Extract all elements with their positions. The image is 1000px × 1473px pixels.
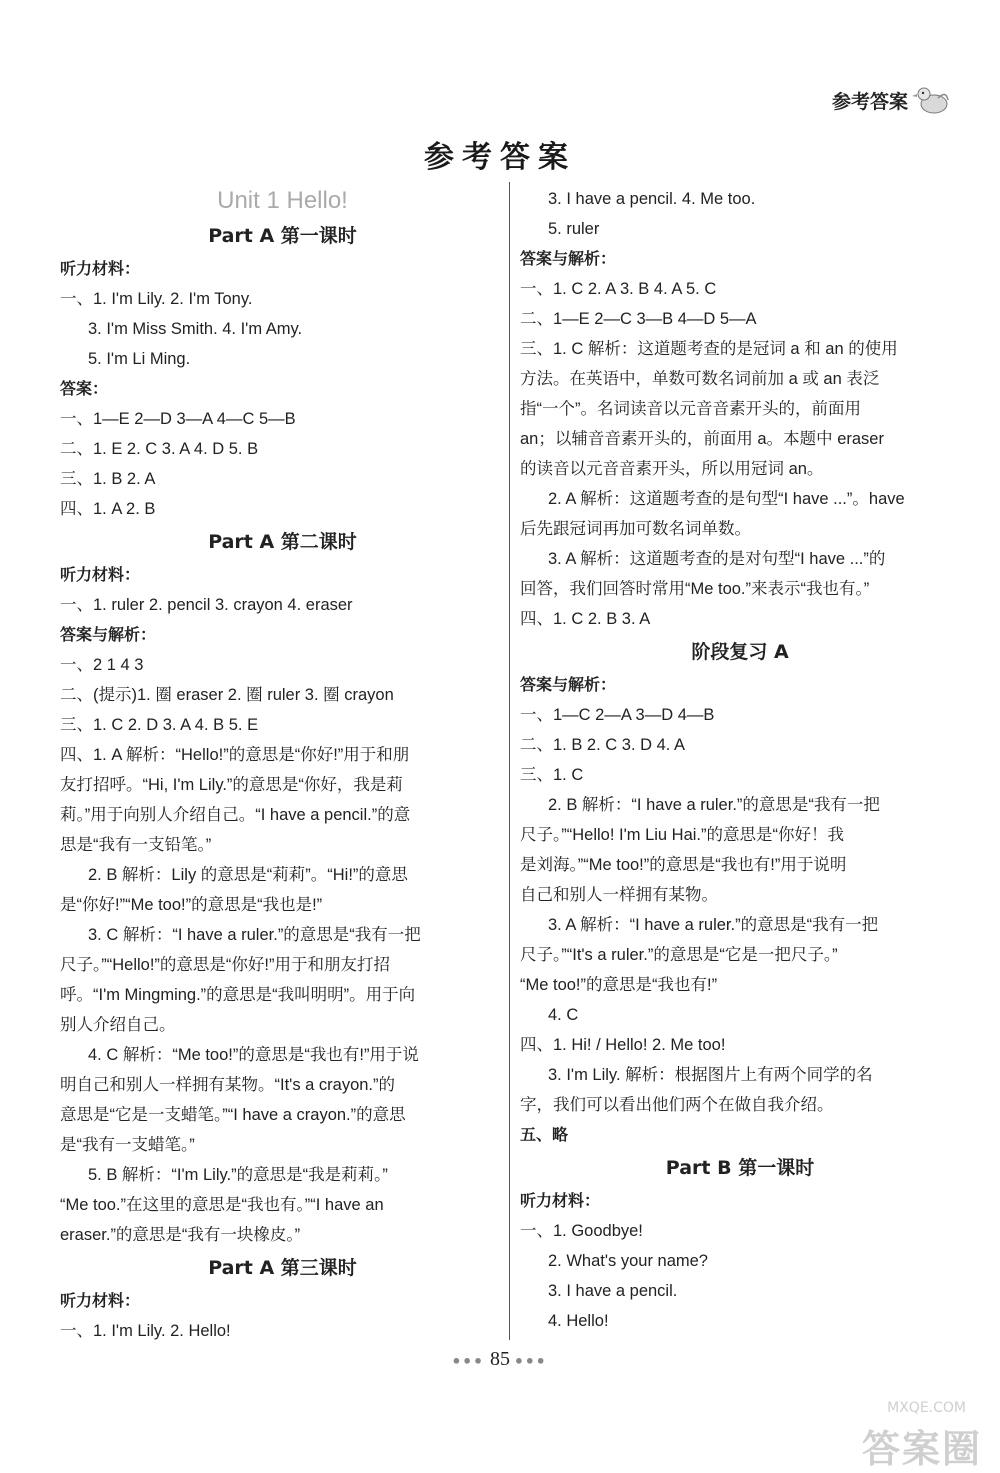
answer-line: 四、1. Hi! / Hello! 2. Me too!	[520, 1036, 726, 1054]
watermark-url: MXQE.COM	[887, 1400, 966, 1416]
answer-line: “Me too.”在这里的意思是“我也有。”“I have an	[60, 1196, 384, 1214]
answer-line: 一、1. I'm Lily. 2. Hello!	[60, 1322, 231, 1340]
answer-line: “Me too!”的意思是“我也有!”	[520, 976, 718, 994]
answer-line: 尺子。”“Hello! I'm Liu Hai.”的意思是“你好！我	[520, 826, 845, 844]
answer-line: 3. I'm Lily. 解析：根据图片上有两个同学的名	[548, 1066, 873, 1084]
answer-line: 4. C 解析：“Me too!”的意思是“我也有!”用于说	[88, 1046, 419, 1064]
answer-line: 三、1. C	[520, 766, 584, 784]
sub-label: 五、略	[520, 1125, 569, 1144]
answer-line: 方法。在英语中，单数可数名词前加 a 或 an 表泛	[520, 370, 880, 388]
answer-line: 2. B 解析：Lily 的意思是“莉莉”。“Hi!”的意思	[88, 866, 408, 884]
answer-line: 5. I'm Li Ming.	[88, 350, 191, 368]
answer-line: 3. C 解析：“I have a ruler.”的意思是“我有一把	[88, 926, 421, 944]
left-column	[60, 184, 505, 1346]
answer-line: 二、1. B 2. C 3. D 4. A	[520, 736, 686, 754]
answer-line: 3. A 解析：“I have a ruler.”的意思是“我有一把	[548, 916, 879, 934]
right-column	[520, 184, 960, 1336]
answer-line: 三、1. C 解析：这道题考查的是冠词 a 和 an 的使用	[520, 340, 898, 358]
dots-decoration-left: ●●●	[452, 1352, 485, 1368]
sub-label: 答案与解析：	[60, 625, 157, 644]
answer-line: 2. B 解析：“I have a ruler.”的意思是“我有一把	[548, 796, 880, 814]
answer-line: 意思是“它是一支蜡笔。”“I have a crayon.”的意思	[60, 1106, 406, 1124]
answer-line: 一、1—C 2—A 3—D 4—B	[520, 706, 715, 724]
answer-line: 自己和别人一样拥有某物。	[520, 886, 718, 904]
sub-label: 听力材料：	[60, 565, 141, 584]
header-label: 参考答案	[831, 90, 908, 113]
answer-line: 莉。”用于向别人介绍自己。“I have a pencil.”的意	[60, 806, 411, 824]
answer-line: 回答，我们回答时常用“Me too.”来表示“我也有。”	[520, 580, 870, 598]
unit-title: Unit 1 Hello!	[217, 187, 348, 214]
running-header	[832, 82, 952, 118]
answer-line: 2. What's your name?	[548, 1252, 708, 1270]
sub-label: 答案与解析：	[520, 675, 617, 694]
answer-line: 一、1. Goodbye!	[520, 1222, 643, 1240]
answer-line: 3. I'm Miss Smith. 4. I'm Amy.	[88, 320, 303, 338]
answer-line: 思是“我有一支铅笔。”	[60, 836, 212, 854]
answer-line: 四、1. A 2. B	[60, 500, 156, 518]
section-heading: Part A 第一课时	[208, 225, 357, 247]
answer-line: 后先跟冠词再加可数名词单数。	[520, 520, 751, 538]
answer-line: 三、1. B 2. A	[60, 470, 156, 488]
section-heading: Part B 第一课时	[665, 1157, 815, 1179]
answer-line: 是刘海。”“Me too!”的意思是“我也有!”用于说明	[520, 856, 847, 874]
answer-line: 一、2 1 4 3	[60, 656, 144, 674]
answer-line: 是“我有一支蜡笔。”	[60, 1136, 195, 1154]
answer-line: 二、(提示)1. 圈 eraser 2. 圈 ruler 3. 圈 crayon	[60, 686, 394, 704]
answer-line: 5. ruler	[548, 220, 600, 238]
sub-label: 听力材料：	[60, 1291, 141, 1310]
answer-line: 一、1. C 2. A 3. B 4. A 5. C	[520, 280, 717, 298]
answer-line: 一、1. ruler 2. pencil 3. crayon 4. eraser	[60, 596, 353, 614]
answer-line: 二、1—E 2—C 3—B 4—D 5—A	[520, 310, 757, 328]
answer-line: 2. A 解析：这道题考查的是句型“I have ...”。have	[548, 490, 905, 508]
answer-line: 一、1—E 2—D 3—A 4—C 5—B	[60, 410, 296, 428]
answer-line: 是“你好!”“Me too!”的意思是“我也是!”	[60, 896, 323, 914]
answer-line: 明自己和别人一样拥有某物。“It's a crayon.”的	[60, 1076, 396, 1094]
sub-label: 听力材料：	[60, 259, 141, 278]
answer-line: 友打招呼。“Hi, I'm Lily.”的意思是“你好，我是莉	[60, 776, 403, 794]
sub-label: 听力材料：	[520, 1191, 601, 1210]
answer-line: 指“一个”。名词读音以元音音素开头的，前面用	[520, 400, 861, 418]
answer-line: 二、1. E 2. C 3. A 4. D 5. B	[60, 440, 259, 458]
answer-line: eraser.”的意思是“我有一块橡皮。”	[60, 1226, 301, 1244]
dots-decoration-right: ●●●	[515, 1352, 548, 1368]
sub-label: 答案：	[60, 379, 109, 398]
page-number: 85	[490, 1348, 510, 1370]
answer-line: 3. A 解析：这道题考查的是对句型“I have ...”的	[548, 550, 886, 568]
answer-line: 四、1. A 解析：“Hello!”的意思是“你好!”用于和朋	[60, 746, 410, 764]
answer-line: an；以辅音音素开头的，前面用 a。本题中 eraser	[520, 430, 884, 448]
answer-line: 别人介绍自己。	[60, 1016, 176, 1034]
watermark-logo: 答案圈	[861, 1427, 982, 1471]
sub-label: 答案与解析：	[520, 249, 617, 268]
answer-line: 字，我们可以看出他们两个在做自我介绍。	[520, 1096, 834, 1114]
answer-line: 呼。“I'm Mingming.”的意思是“我叫明明”。用于向	[60, 986, 416, 1004]
answer-line: 四、1. C 2. B 3. A	[520, 610, 651, 628]
answer-line: 5. B 解析：“I'm Lily.”的意思是“我是莉莉。”	[88, 1166, 388, 1184]
duck-icon	[912, 82, 952, 118]
answer-line: 三、1. C 2. D 3. A 4. B 5. E	[60, 716, 259, 734]
section-heading: Part A 第二课时	[208, 531, 357, 553]
answer-line: 3. I have a pencil. 4. Me too.	[548, 190, 756, 208]
answer-line: 4. C	[548, 1006, 579, 1024]
answer-line: 3. I have a pencil.	[548, 1282, 678, 1300]
section-heading: Part A 第三课时	[208, 1257, 357, 1279]
answer-line: 4. Hello!	[548, 1312, 609, 1330]
answer-line: 尺子。”“Hello!”的意思是“你好!”用于和朋友打招	[60, 956, 390, 974]
section-heading: 阶段复习 A	[691, 641, 789, 663]
answer-line: 尺子。”“It's a ruler.”的意思是“它是一把尺子。”	[520, 946, 838, 964]
answer-line: 的读音以元音音素开头，所以用冠词 an。	[520, 460, 824, 478]
answer-line: 一、1. I'm Lily. 2. I'm Tony.	[60, 290, 253, 308]
page-footer	[0, 1348, 1000, 1371]
page-title: 参考答案	[424, 140, 576, 175]
column-divider	[509, 182, 510, 1340]
